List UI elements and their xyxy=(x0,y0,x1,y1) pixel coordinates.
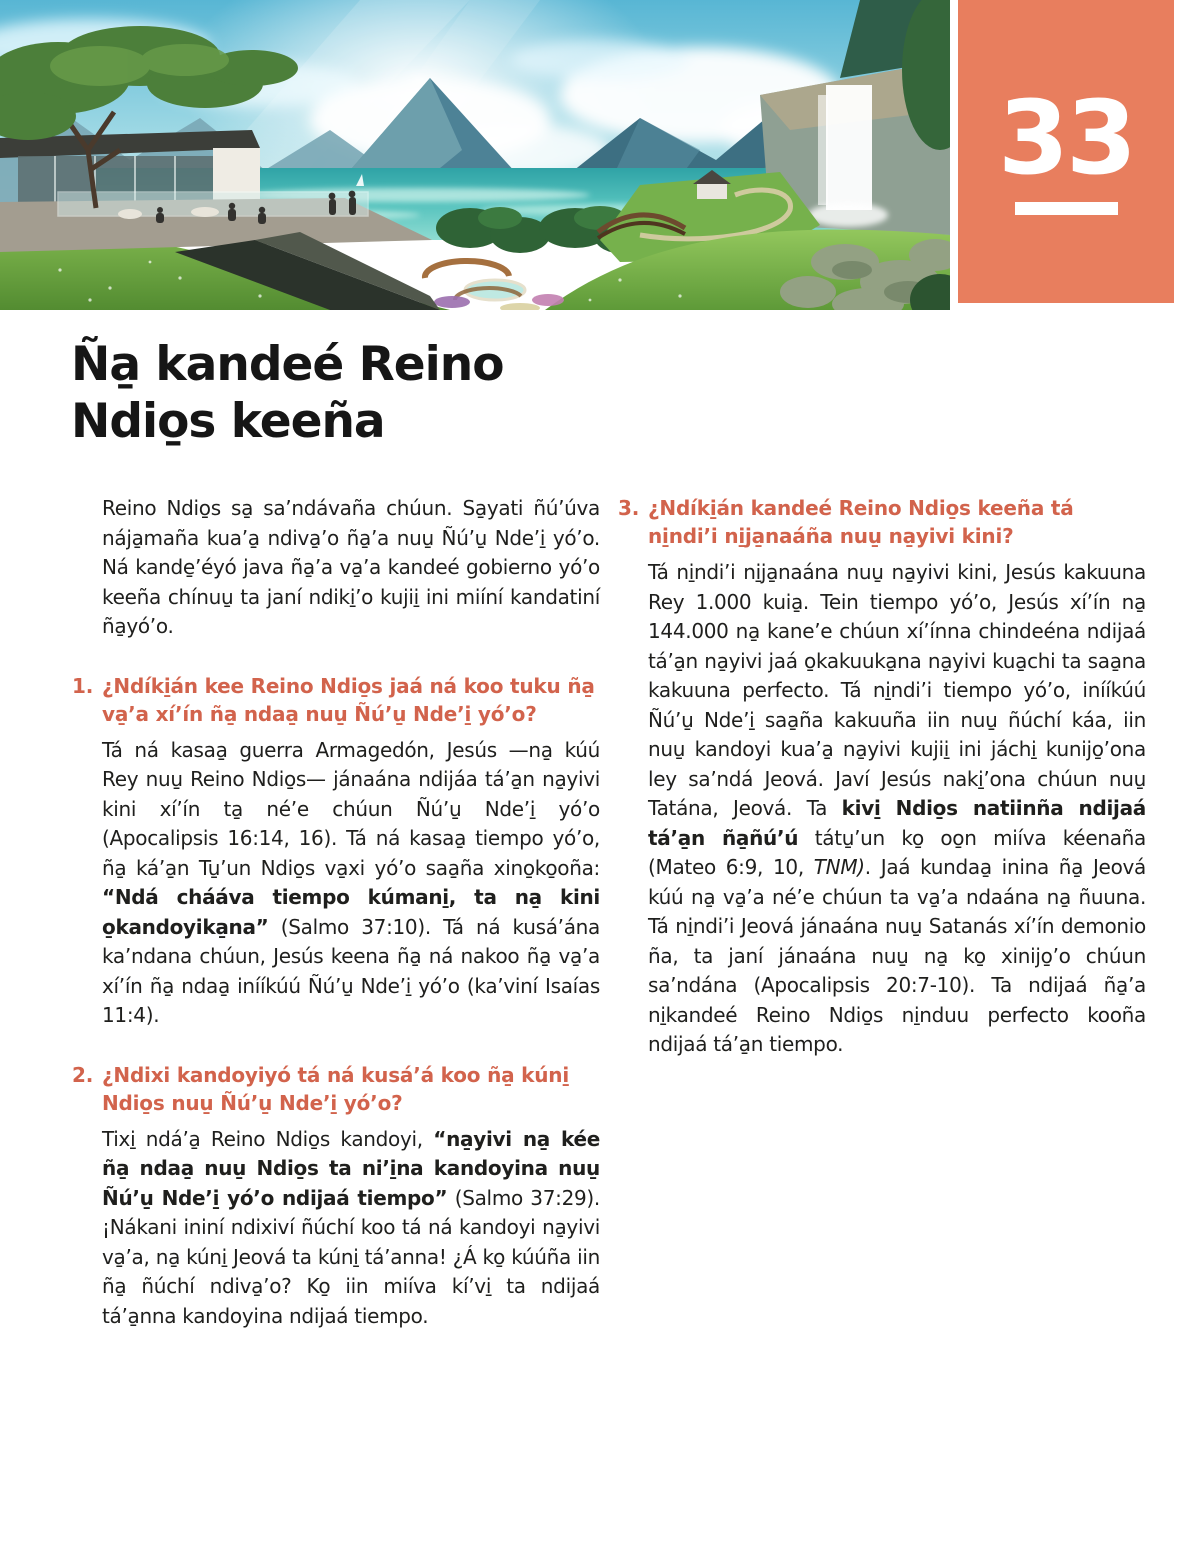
question-2-paragraph xyxy=(102,1125,600,1332)
question-3-number: 3. xyxy=(618,496,640,520)
question-3-text: ¿Ndíki̱án kandeé Reino Ndio̱s keeña tá ni̱ndi’i ni̱ja̱naáña nuu̱ na̱yivi kini? xyxy=(648,496,1074,548)
header-photo xyxy=(0,0,950,310)
q3-text-run: Tá ni̱ndi’i ni̱ja̱naána nuu̱ na̱yivi kini, Jesús kakuuna Rey 1.000 kuia̱. Tein tiempo yó’o, Jesús xí’ín na̱ 144.000 na̱ kane’e chúun xí’ínna chindeéna ndijaá tá’a̱n na̱yivi jaá o̱kakuuka̱na na̱yivi kua̱chi ta saa̱na kakuuna perfecto. Tá ni̱ndi’i tiempo yó’o, inííkúú Ñú’u̱ Nde’i̱ saa̱ña kakuuña iin nuu̱ ñúchí káa, iin nuu̱ kandoyi kua’a̱ na̱yivi kujii̱ ini jáchi̱ kunijo̱’ona ley sa’ndá Jeová. Javí Jesús naki̱’ona chúun nuu̱ Tatána, Jeová. Ta xyxy=(648,560,1146,820)
q2-text-run: Tixi̱ ndá’a̱ Reino Ndio̱s kandoyi, xyxy=(102,1126,434,1151)
right-column xyxy=(618,494,1146,1331)
text-columns xyxy=(72,494,1146,1331)
page-title-line2: Ndio̱s keeña xyxy=(71,394,385,449)
q2-text-run-2: (Salmo 37:29). ¡Nákani ininí ndixiví ñúchí koo tá ná kandoyi na̱yivi va̱’a, na̱ kúni̱ Jeová ta kúni̱ tá’anna! ¿Á ko̱ kúúña iin ña̱ ñúchí ndiva̱’o? Ko̱ iin miíva kí’vi̱ ta ndijaá tá’a̱nna kandoyina ndijaá tiempo. xyxy=(102,1185,600,1328)
intro-paragraph: Reino Ndio̱s sa̱ sa’ndávaña chúun. Sa̱yati ñú’úva nája̱maña kua’a̱ ndiva̱’o ña̱’a nuu̱ Ñú’u̱ Nde’i̱ yó’o. Ná kande̱’éyó java ña̱’a va̱’a kandeé gobierno yó’o keeña chínuu̱ ta janí ndiki̱’o kujii̱ ini miíní kandatiní ña̱yó’o. xyxy=(102,496,600,638)
question-1-text: ¿Ndíki̱án kee Reino Ndio̱s jaá ná koo tuku ña̱ va̱’a xí’ín ña̱ ndaa̱ nuu̱ Ñú’u̱ Nde’i̱ yó’o? xyxy=(102,673,595,726)
q3-text-run-3: . Jaá kundaa̱ inina ña̱ Jeová kúú na̱ va̱’a né’e chúun ta va̱’a ndaána na̱ ñuuna. Tá ni̱ndi’i Jeová jánaána nuu̱ Satanás xí’ín demonio ña, ta janí jánaána nuu̱ na̱ ko̱ xinijo̱’o chúun sa’ndána (Apocalipsis 20:7-10). Ta ndijaá ña̱’a ni̱kandeé Reino Ndio̱s ni̱nduu perfecto kooña ndijaá tá’a̱n tiempo. xyxy=(648,855,1146,1056)
q1-text-run-2: (Salmo 37:10). Tá ná kusá’ána ka’ndana chúun, Jesús keena ña̱ ná nakoo ña̱ va̱’a xí’ín ña̱ ndaa̱ inííkúú Ñú’u̱ Nde’i̱ yó’o (ka’viní Isaías 11:4). xyxy=(102,914,600,1027)
question-3-paragraph xyxy=(648,558,1146,1060)
chapter-number-box xyxy=(958,0,1174,303)
chapter-underline-bar xyxy=(1015,202,1118,215)
q3-bold-phrase: kivi̱ Ndio̱s natiinña ndijaá tá’a̱n ña̱ñú’ú xyxy=(648,796,1146,850)
page-title-line1: Ña̱ kandeé Reino xyxy=(71,337,504,392)
chapter-number: 33 xyxy=(998,79,1134,198)
question-2-text: ¿Ndixi kandoyiyó tá ná kusá’á koo ña̱ kúni̱ Ndio̱s nuu̱ Ñú’u̱ Nde’i̱ yó’o? xyxy=(102,1062,570,1115)
question-1-heading xyxy=(72,672,600,728)
q1-bold-quote: “Ndá chááva tiempo kúmani̱, ta na̱ kini o̱kandoyika̱na” xyxy=(102,885,600,939)
question-1-number: 1. xyxy=(72,673,94,698)
q2-bold-quote: “na̱yivi na̱ kée ña̱ ndaa̱ nuu̱ Ndio̱s ta ni’i̱na kandoyina nuu̱ Ñú’u̱ Nde’i̱ yó’o ndijaá tiempo” xyxy=(102,1126,600,1210)
question-2-heading xyxy=(72,1061,600,1117)
page-header xyxy=(0,0,1200,312)
question-2-number: 2. xyxy=(72,1062,94,1087)
q3-text-run-2: tátu̱’un ko̱ oo̱n miíva kéenaña (Mateo 6:9, 10, xyxy=(648,825,1146,879)
left-column xyxy=(72,494,600,1331)
question-3-heading xyxy=(618,494,1146,550)
q1-text-run: Tá ná kasaa̱ guerra Armagedón, Jesús —na̱ kúú Rey nuu̱ Reino Ndio̱s— jánaána ndijáa tá’a̱n na̱yivi kini xí’ín ta̱ né’e chúun Ñú’u̱ Nde’i̱ yó’o (Apocalipsis 16:14, 16). Tá ná kasaa̱ tiempo yó’o, ña̱ ká’a̱n Tu̱’un Ndio̱s va̱xi yó’o saa̱ña xino̱ko̱oña: xyxy=(102,737,600,880)
page-title xyxy=(71,336,504,450)
q3-italic-abbreviation: TNM) xyxy=(813,855,865,879)
paradise-landscape-illustration xyxy=(0,0,950,310)
question-1-paragraph xyxy=(102,736,600,1031)
